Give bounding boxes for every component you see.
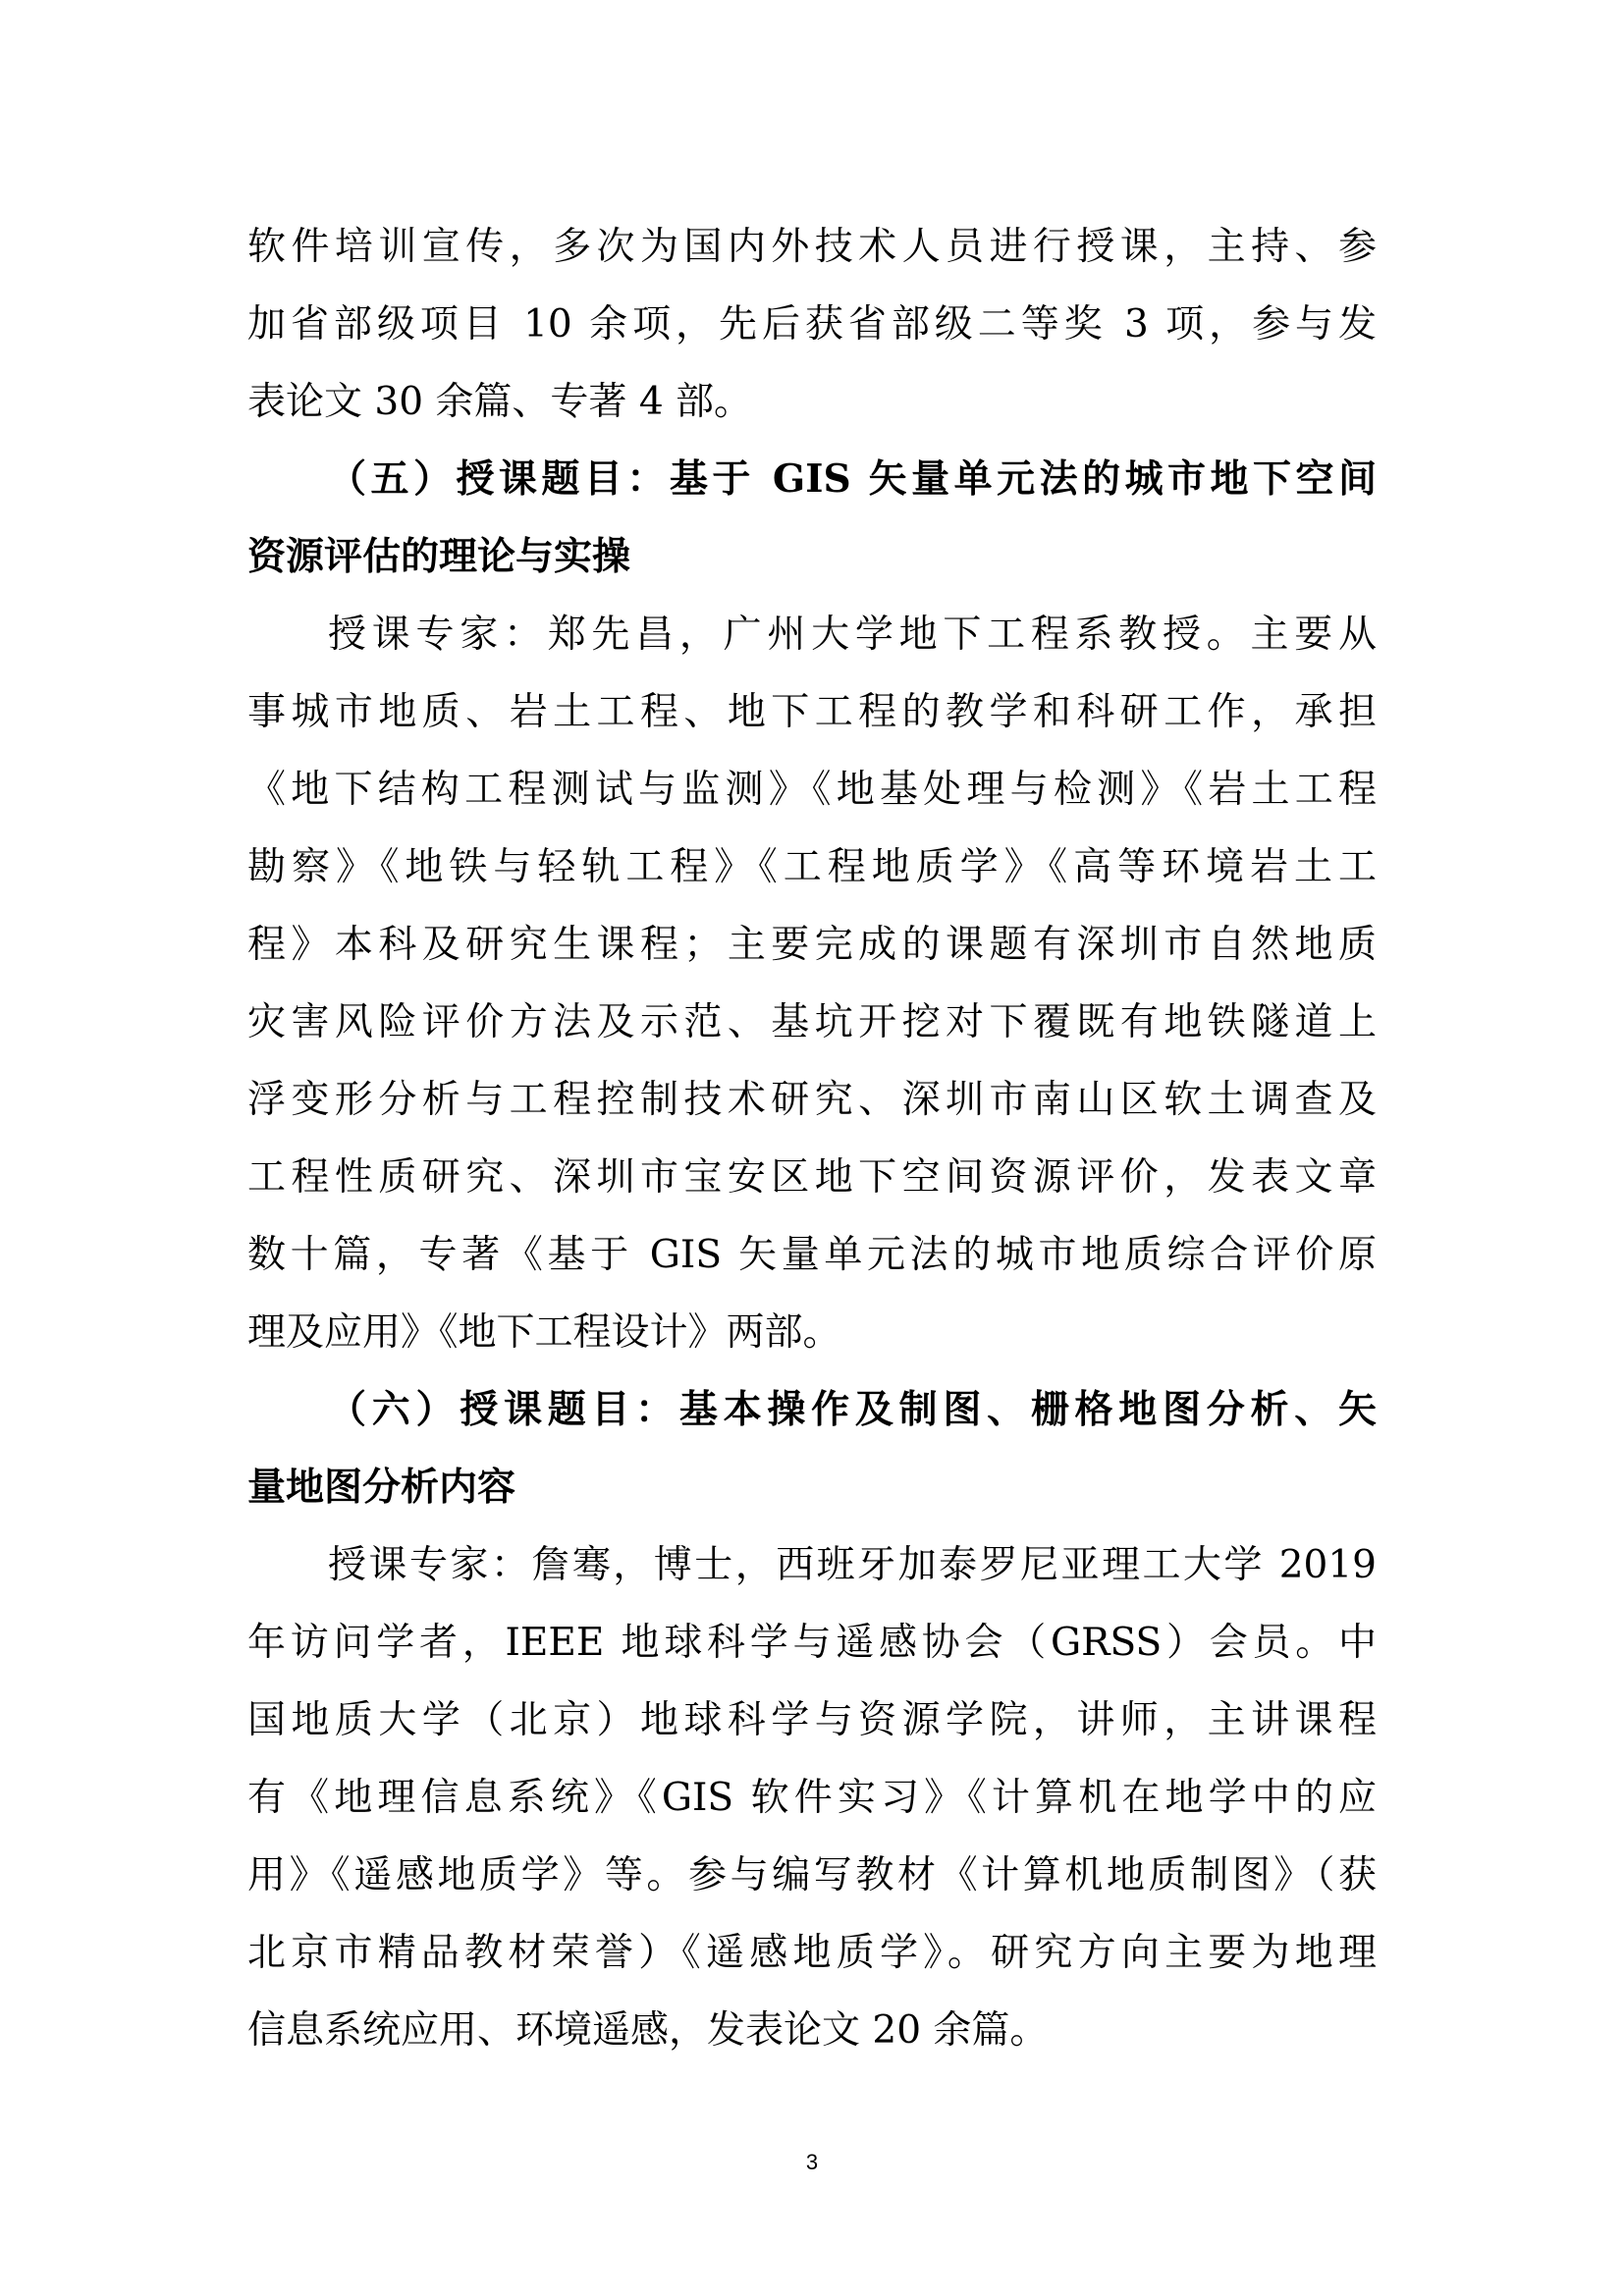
paragraph-line: 加省部级项目 10 余项，先后获省部级二等奖 3 项，参与发 xyxy=(247,302,1377,347)
paragraph-line: 勘察》《地铁与轻轨工程》《工程地质学》《高等环境岩土工 xyxy=(247,845,1377,889)
paragraph-line: 数十篇，专著《基于 GIS 矢量单元法的城市地质综合评价原 xyxy=(247,1233,1377,1277)
paragraph-line: 北京市精品教材荣誉）《遥感地质学》。研究方向主要为地理 xyxy=(247,1931,1377,1975)
paragraph-line: 年访问学者，IEEE 地球科学与遥感协会（GRSS）会员。中 xyxy=(247,1621,1377,1665)
paragraph-line: 灾害风险评价方法及示范、基坑开挖对下覆既有地铁隧道上 xyxy=(247,1000,1377,1044)
section-heading-line: 资源评估的理论与实操 xyxy=(247,534,631,579)
paragraph-line: 工程性质研究、深圳市宝安区地下空间资源评价，发表文章 xyxy=(247,1155,1377,1200)
paragraph-line: 程》本科及研究生课程；主要完成的课题有深圳市自然地质 xyxy=(247,923,1377,967)
body-text xyxy=(247,208,1377,2069)
paragraph-line: 浮变形分析与工程控制技术研究、深圳市南山区软土调查及 xyxy=(247,1078,1377,1122)
paragraph-line: 信息系统应用、环境遥感，发表论文 20 余篇。 xyxy=(247,2008,1049,2053)
section-heading-line: （五）授课题目：基于 GIS 矢量单元法的城市地下空间 xyxy=(328,456,1377,502)
paragraph-line: 授课专家：詹骞，博士，西班牙加泰罗尼亚理工大学 2019 xyxy=(328,1543,1377,1587)
section-heading-line: （六）授课题目：基本操作及制图、栅格地图分析、矢 xyxy=(328,1387,1377,1432)
paragraph-line: 国地质大学（北京）地球科学与资源学院，讲师，主讲课程 xyxy=(247,1698,1377,1742)
paragraph-line: 理及应用》《地下工程设计》两部。 xyxy=(247,1310,841,1355)
paragraph-line: 授课专家：郑先昌，广州大学地下工程系教授。主要从 xyxy=(328,613,1377,657)
paragraph-line: 用》《遥感地质学》等。参与编写教材《计算机地质制图》（获 xyxy=(247,1853,1377,1897)
paragraph-line: 表论文 30 余篇、专著 4 部。 xyxy=(247,380,753,424)
paragraph-line: 《地下结构工程测试与监测》《地基处理与检测》《岩土工程 xyxy=(247,768,1377,812)
page-number: 3 xyxy=(805,2150,819,2174)
paragraph-line: 软件培训宣传，多次为国内外技术人员进行授课，主持、参 xyxy=(247,225,1377,269)
paragraph-line: 有《地理信息系统》《GIS 软件实习》《计算机在地学中的应 xyxy=(247,1776,1377,1820)
section-heading-line: 量地图分析内容 xyxy=(247,1465,516,1510)
paragraph-line: 事城市地质、岩土工程、地下工程的教学和科研工作，承担 xyxy=(247,690,1377,734)
